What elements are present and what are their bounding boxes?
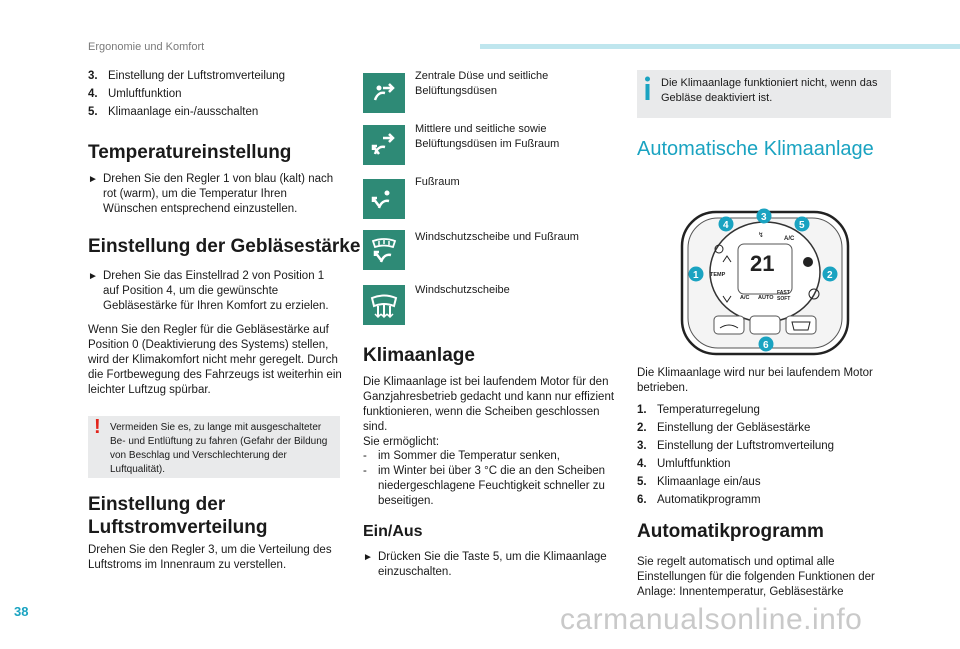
panel-label-auto: AUTO: [758, 295, 774, 301]
auto-program-heading: Automatikprogramm: [637, 521, 824, 542]
info-icon: [645, 76, 650, 100]
header-bar: [480, 44, 960, 49]
callout-5: 5: [799, 220, 805, 231]
list-item: 5. Klimaanlage ein/aus: [637, 476, 761, 488]
temperature-instruction: ► Drehen Sie den Regler 1 von blau (kalt) nach rot (warm), um die Temperatur Ihren Wünschen entsprechend einzustellen.: [88, 173, 334, 215]
windscreen-demist-icon: [363, 285, 405, 325]
vent-mode-label: Windschutzscheibe: [415, 284, 510, 296]
auto-paragraph: Die Klimaanlage wird nur bei laufendem Motor betrieben.: [637, 367, 873, 394]
arrow-bullet-icon: ►: [88, 174, 98, 185]
onoff-heading: Ein/Aus: [363, 523, 423, 540]
callout-3: 3: [761, 212, 767, 223]
fan-paragraph: Wenn Sie den Regler für die Gebläsestärke auf Position 0 (Deaktivierung des Systems) stellen, wird der Klimakomfort nicht mehr geregelt. Durch die Fortbewegung des Fahrzeugs ist weiterhin ein leichter Luftzug spürbar.: [88, 324, 342, 396]
list-item: 4. Umluftfunktion: [637, 458, 731, 470]
airflow-heading: Einstellung der Luftstromverteilung: [88, 494, 268, 538]
callout-1: 1: [693, 270, 699, 281]
face-vent-icon: [363, 73, 405, 113]
callout-6: 6: [763, 340, 769, 351]
page-number: 38: [14, 604, 29, 619]
warning-icon: !: [94, 416, 101, 438]
climate-panel-illustration: [680, 204, 850, 359]
fan-instruction: ► Drehen Sie das Einstellrad 2 von Position 1 auf Position 4, um die gewünschte Gebläsestärke für Ihren Komfort zu erzielen.: [88, 270, 329, 312]
info-text: Die Klimaanlage funktioniert nicht, wenn das Gebläse deaktiviert ist.: [661, 77, 878, 104]
arrow-bullet-icon: ►: [88, 271, 98, 282]
list-item: 5. Klimaanlage ein-/ausschalten: [88, 106, 259, 118]
auto-list: [637, 403, 897, 511]
windscreen-feet-icon: [363, 230, 405, 270]
fan-heading: Einstellung der Gebläsestärke: [88, 236, 361, 257]
feet-vent-icon: [363, 179, 405, 219]
arrow-bullet-icon: ►: [363, 552, 373, 563]
vent-mode-label: Zentrale Düse und seitliche Belüftungsdüsen: [415, 70, 549, 97]
airflow-paragraph: Drehen Sie den Regler 3, um die Verteilung des Luftstroms im Innenraum zu verstellen.: [88, 544, 332, 571]
vent-mode-label: Fußraum: [415, 176, 460, 188]
panel-label-soft: SOFT: [777, 296, 791, 302]
info-box: [637, 70, 891, 118]
ac-dash-item: - im Winter bei über 3 °C die an den Scheiben niedergeschlagene Feuchtigkeit schneller zu beseitigen.: [363, 465, 606, 507]
list-item: 2. Einstellung der Gebläsestärke: [637, 422, 811, 434]
list-item: 6. Automatikprogramm: [637, 494, 761, 506]
warning-text: Vermeiden Sie es, zu lange mit ausgeschalteter Be- und Entlüftung zu fahren (Gefahr der Bildung von Beschlag und Verschlechterung der Luftqualität).: [110, 422, 328, 475]
panel-label-temp: TEMP: [710, 272, 726, 278]
face-feet-vent-icon: [363, 125, 405, 165]
list-item: 3. Einstellung der Luftstromverteilung: [88, 70, 286, 82]
panel-label-ac-top: A/C: [784, 236, 795, 242]
ac-paragraph: Die Klimaanlage ist bei laufendem Motor für den Ganzjahresbetrieb gedacht und kann nur effizient funktionieren, wenn die Scheiben geschlossen sind.: [363, 376, 615, 433]
list-item: 1. Temperaturregelung: [637, 404, 760, 416]
ac-allows: Sie ermöglicht:: [363, 436, 440, 448]
section-title: Ergonomie und Komfort: [88, 41, 205, 53]
panel-label-ac: A/C: [740, 295, 750, 301]
callout-4: 4: [723, 220, 729, 231]
ac-dash-item: - im Sommer die Temperatur senken,: [363, 450, 560, 462]
panel-display-temp: 21: [750, 251, 775, 276]
auto-program-paragraph: Sie regelt automatisch und optimal alle Einstellungen für die folgenden Funktionen der Anlage: Innentemperatur, Gebläsestärke: [637, 556, 875, 598]
list-item: 4. Umluftfunktion: [88, 88, 182, 100]
onoff-instruction: ► Drücken Sie die Taste 5, um die Klimaanlage einzuschalten.: [363, 551, 607, 578]
watermark: carmanualsonline.info: [560, 603, 863, 636]
auto-climate-heading: Automatische Klimaanlage: [637, 138, 874, 160]
temperature-heading: Temperatureinstellung: [88, 142, 292, 163]
ac-heading: Klimaanlage: [363, 345, 475, 366]
list-item: 3. Einstellung der Luftstromverteilung: [637, 440, 835, 452]
callout-2: 2: [827, 270, 833, 281]
vent-mode-label: Windschutzscheibe und Fußraum: [415, 231, 579, 243]
panel-label-fast: FAST: [777, 290, 790, 296]
warning-box: [88, 416, 340, 478]
panel-vent-symbol: ↯: [758, 232, 764, 239]
intro-list: [88, 69, 348, 123]
vent-mode-label: Mittlere und seitliche sowie Belüftungsdüsen im Fußraum: [415, 123, 560, 150]
